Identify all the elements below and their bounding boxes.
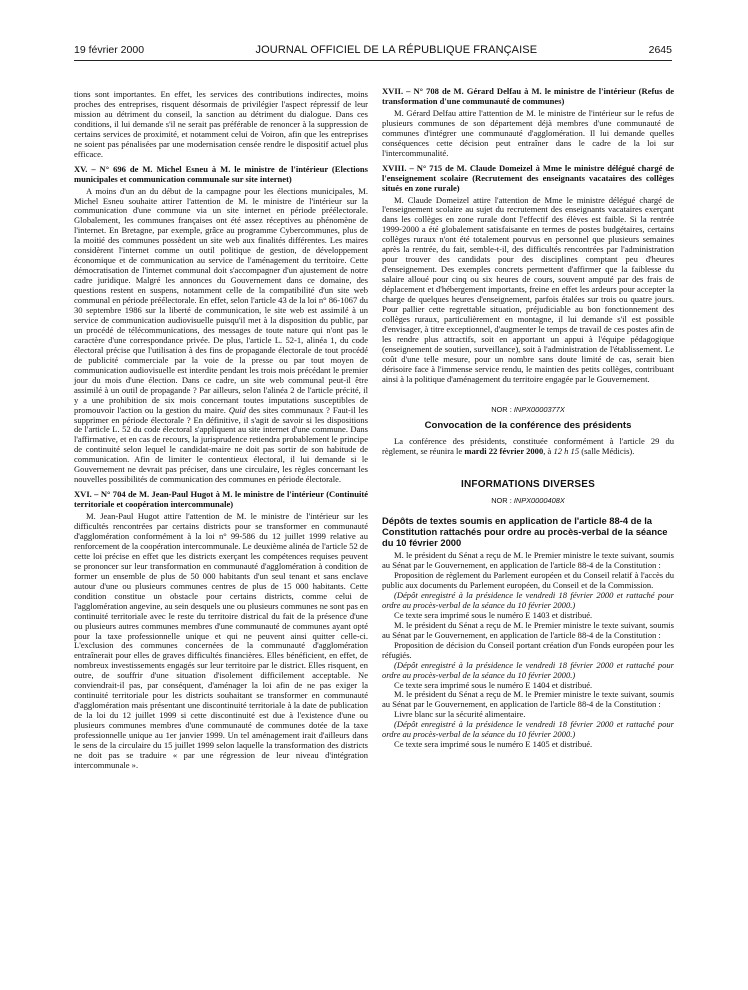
quid-word: Quid bbox=[228, 404, 246, 415]
nor-label-1: NOR : bbox=[491, 404, 514, 414]
nor-label-2: NOR : bbox=[491, 496, 514, 506]
question-704-heading: XVI. – N° 704 de M. Jean-Paul Hugot à M. le ministre de l'intérieur (Continuité territoriale et coopération intercommunale) bbox=[74, 489, 368, 510]
text-2-title: Proposition de décision du Conseil portant création d'un Fonds européen pour les réfugiés. bbox=[382, 639, 674, 660]
question-715-heading: XVIII. – N° 715 de M. Claude Domeizel à Mme le ministre délégué chargé de l'enseignement scolaire (Recrutement des enseignants vacataires des collèges situés en zone rurale) bbox=[382, 162, 674, 193]
text-3-depot: (Dépôt enregistré à la présidence le vendredi 18 février 2000 et rattaché pour ordre au procès-verbal de la séance du 10 février 2000.) bbox=[382, 719, 674, 740]
question-715-body: M. Claude Domeizel attire l'attention de Mme le ministre délégué chargé de l'enseignement scolaire au sujet du recrutement des enseignants vacataires exerçant dans les collèges en zone rurale dont l'effectif des élèves est faible. Si la rentrée 1999-2000 a été globalement satisfaisante en termes de postes budgétaires, certains collèges ruraux n'ont été totalement pourvus en personnel que plusieurs semaines après la rentrée, du fait, semble-t-il, des difficultés rencontrées par l'administration pour trouver des candidats pour des disciplines comptant peu d'heures d'enseignement. Des exemples concrets permettent d'affirmer que la faiblesse du salaire alloué pour cinq ou six heures de cours, souvent amputé par des frais de déplacement et d'hébergement importants, freine en effet les ardeurs pour accepter la charge de quelques heures d'enseignement, parfois étalées sur trois ou quatre jours. Pour pallier cette regrettable situation, préjudiciable au bon fonctionnement des collèges ruraux, particulièrement en montagne, il lui demande s'il est possible d'envisager, à titre exceptionnel, d'augmenter le temps de travail de ces postes afin de les rendre plus attractifs, soit en apportant un appui à l'équipe pédagogique (enseignement de soutien, surveillance), soit à l'administration de l'établissement. Le coût d'une telle mesure, pour un nombre sans doute limité de cas, serait bien dérisoire face à l'immense service rendu, le maintien des petits collèges, contribuant ainsi à la politique d'aménagement du territoire engagée par le Gouvernement. bbox=[382, 194, 674, 384]
text-1-depot: (Dépôt enregistré à la présidence le vendredi 18 février 2000 et rattaché pour ordre au procès-verbal de la séance du 10 février 2000.) bbox=[382, 589, 674, 610]
question-696-text: A moins d'un an du début de la campagne pour les élections municipales, M. Michel Esneu souhaite attirer l'attention de M. le ministre de l'intérieur sur la communication d'une commune via un site internet en période préélectorale. Globalement, les communes françaises ont été assez réceptives au phénomène de l'internet. En Bretagne, par exemple, grâce au programme Cybercommunes, plus de la moitié des communes possèdent un site web aux finalités différentes. Les maires considèrent l'internet comme un outil politique de gestion, de développement économique et de communication au service de l'aménagement du territoire. Cette démocratisation de l'internet communal doit s'accompagner d'un ajustement de notre cadre juridique. Malgré les annonces du Gouvernement dans ce domaine, des questions restent en suspens, notamment celle de la compatibilité d'un site web communal en période préélectorale. En effet, selon l'article 43 de la loi n° 86-1067 du 30 septembre 1986 sur la liberté de communication, le site web est assimilé à un service de communication audiovisuelle puisqu'il met à la disposition du public, par un procédé de télécommunications, des messages de toute nature qui n'ont pas le caractère d'une correspondance privée. De plus, l'article L. 52-1, alinéa 1, du code électoral précise que l'utilisation à des fins de propagande électorale de tout procédé de publicité commerciale par la voie de la presse ou par tout moyen de communication audiovisuelle est interdite pendant les trois mois précédant le premier jour du mois d'une élection. Dans ce cadre, un site web communal peut-il être assimilé à un outil de propagande ? Par ailleurs, selon l'alinéa 2 de l'article précité, il y a une prohibition de six mois concernant toutes imputations susceptibles de promouvoir l'action ou la gestion du maire. bbox=[74, 185, 368, 415]
page-number: 2645 bbox=[648, 44, 672, 56]
intro-paragraph: tions sont importantes. En effet, les services des contributions indirectes, moins proches des entreprises, risquent désormais de privilégier l'aspect répressif de leur mission au détriment du conseil, la sanction au détriment du dialogue. Dans ces conditions, il lui demande s'il ne serait pas préférable de renoncer à la suppression de certains services de proximité, et notamment celui de Voiron, afin que les entreprises ne soient pas pénalisées par une modernisation censée rendre le dispositif actuel plus efficace. bbox=[74, 89, 368, 159]
convocation-text-c: (salle Médicis). bbox=[579, 445, 635, 456]
convocation-time: 12 h 15 bbox=[553, 445, 580, 456]
convocation-title: Convocation de la conférence des présidents bbox=[424, 419, 632, 431]
question-708-body: M. Gérard Delfau attire l'attention de M. le ministre de l'intérieur sur le refus de plusieurs communes de son département déjà membres d'une communauté de communes d'intégrer une communauté d'agglomération. Il lui demande quelles conséquences cette décision peut entraîner dans le cadre de la loi sur l'intercommunalité. bbox=[382, 107, 674, 158]
nor-code-1: INPX0000377X bbox=[513, 404, 565, 414]
text-1-intro: M. le président du Sénat a reçu de M. le Premier ministre le texte suivant, soumis au Sénat par le Gouvernement, en application de l'article 88-4 de la Constitution : bbox=[382, 550, 674, 571]
question-696-heading: XV. – N° 696 de M. Michel Esneu à M. le ministre de l'intérieur (Elections municipales et communication communale sur site internet) bbox=[74, 163, 368, 184]
text-3-number: Ce texte sera imprimé sous le numéro E 1405 et distribué. bbox=[394, 739, 593, 750]
question-696-body bbox=[74, 187, 368, 486]
informations-diverses-title: INFORMATIONS DIVERSES bbox=[460, 479, 596, 491]
nor-code-2: INPX0000408X bbox=[513, 496, 565, 506]
text-2-depot: (Dépôt enregistré à la présidence le vendredi 18 février 2000 et rattaché pour ordre au procès-verbal de la séance du 10 février 2000.) bbox=[382, 659, 674, 680]
header-date: 19 février 2000 bbox=[74, 44, 145, 56]
text-1-title: Proposition de règlement du Parlement européen et du Conseil relatif à l'accès du public aux documents du Parlement européen, du Conseil et de la Commission. bbox=[382, 570, 674, 590]
question-704-body: M. Jean-Paul Hugot attire l'attention de M. le ministre de l'intérieur sur les difficultés rencontrées par certains districts pour se transformer en communauté d'agglomération conformément à la loi n° 99-586 du 12 juillet 1999 relative au renforcement de la coopération intercommunale. Le deuxième alinéa de l'article 52 de cette loi précise en effet que les districts exerçant les compétences requises peuvent se prononcer sur leur transformation en communauté d'agglomération à condition de former un ensemble de plus de 50 000 habitants d'un seul tenant et sans enclave autour d'une ou plusieurs communes centres de plus de 15 000 habitants. Cette condition constitue un obstacle pour certains districts, comme celui de l'agglomération angevine, au sein desquels une ou plusieurs communes ne sont pas en continuité territoriale avec le reste du territoire districal du fait de la présence d'une ou plusieurs autres communes membres d'une communauté de communes ayant opté pour la taxe professionnelle unique et qui ne peuvent ainsi quitter celle-ci. L'exclusion des communes concernées de la communauté d'agglomération entraînerait pour elles de graves difficultés financières. Elles bénéficient, en effet, de nombreux investissements engagés sur leur territoire par le district. Elles risquent, en outre, de souffrir d'une situation d'isolement difficilement acceptable. Ne conviendrait-il pas, par conséquent, d'aménager la loi afin de ne pas exiger la continuité territoriale pour les districts souhaitant se transformer en communauté d'agglomération mais présentant une discontinuité territoriale à la date de publication de la loi du 12 juillet 1999 si cette discontinuité est due à l'existence d'une ou plusieurs communes membres d'une communauté de communes dotée de la taxe professionnelle unique au 1er janvier 1999. Un tel aménagement irait d'ailleurs dans le sens de la circulaire du 15 juillet 1999 selon laquelle la transformation des districts ne doit pas se traduire « par une régression de leur niveau d'intégration intercommunale ». bbox=[74, 511, 368, 770]
left-column bbox=[74, 90, 368, 771]
header-rule bbox=[74, 60, 672, 61]
nor-reference-1 bbox=[382, 405, 674, 415]
nor-reference-2 bbox=[382, 496, 674, 506]
question-708-heading: XVII. – N° 708 de M. Gérard Delfau à M. le ministre de l'intérieur (Refus de transformation d'une communauté de communes) bbox=[382, 86, 674, 106]
text-3-intro: M. le président du Sénat a reçu de M. le Premier ministre le texte suivant, soumis au Sénat par le Gouvernement, en application de l'article 88-4 de la Constitution : bbox=[382, 689, 674, 710]
convocation-text-a: La conférence des présidents, constituée conformément à l'article 29 du règlement, se réunira le bbox=[382, 435, 674, 456]
depot-heading: Dépôts de textes soumis en application de l'article 88-4 de la Constitution rattachés pour ordre au procès-verbal de la séance du 10 février 2000 bbox=[382, 515, 668, 548]
question-696-text-2: des sites communaux ? Faut-il les supprimer en période électorale ? En définitive, il s'agit de savoir si les dispositions de l'article L. 52 du code électoral s'appliquent au site internet d'une commune. Dans l'affirmative, et en cas de recours, la jurisprudence retiendra probablement le principe de continuité selon lequel le candidat-maire ne doit pas sortir de son habitude de communication. Afin de limiter le contentieux électoral, il lui demande si le Gouvernement ne devrait pas préciser, dans une circulaire, les règles concernant les nouvelles possibilités de communication des communes en période électorale. bbox=[74, 404, 368, 485]
text-3-title: Livre blanc sur la sécurité alimentaire. bbox=[394, 709, 526, 720]
convocation-body bbox=[382, 437, 674, 457]
journal-title: JOURNAL OFFICIEL DE LA RÉPUBLIQUE FRANÇAISE bbox=[255, 44, 538, 56]
text-1-number: Ce texte sera imprimé sous le numéro E 1403 et distribué. bbox=[394, 609, 593, 620]
page-header bbox=[74, 44, 672, 56]
text-2-intro: M. le président du Sénat a reçu de M. le Premier ministre le texte suivant, soumis au Sénat par le Gouvernement, en application de l'article 88-4 de la Constitution : bbox=[382, 619, 674, 640]
text-2-number: Ce texte sera imprimé sous le numéro E 1404 et distribué. bbox=[394, 679, 593, 690]
convocation-date: mardi 22 février 2000 bbox=[464, 445, 544, 456]
convocation-text-b: , à bbox=[543, 445, 554, 456]
right-column bbox=[382, 87, 674, 750]
